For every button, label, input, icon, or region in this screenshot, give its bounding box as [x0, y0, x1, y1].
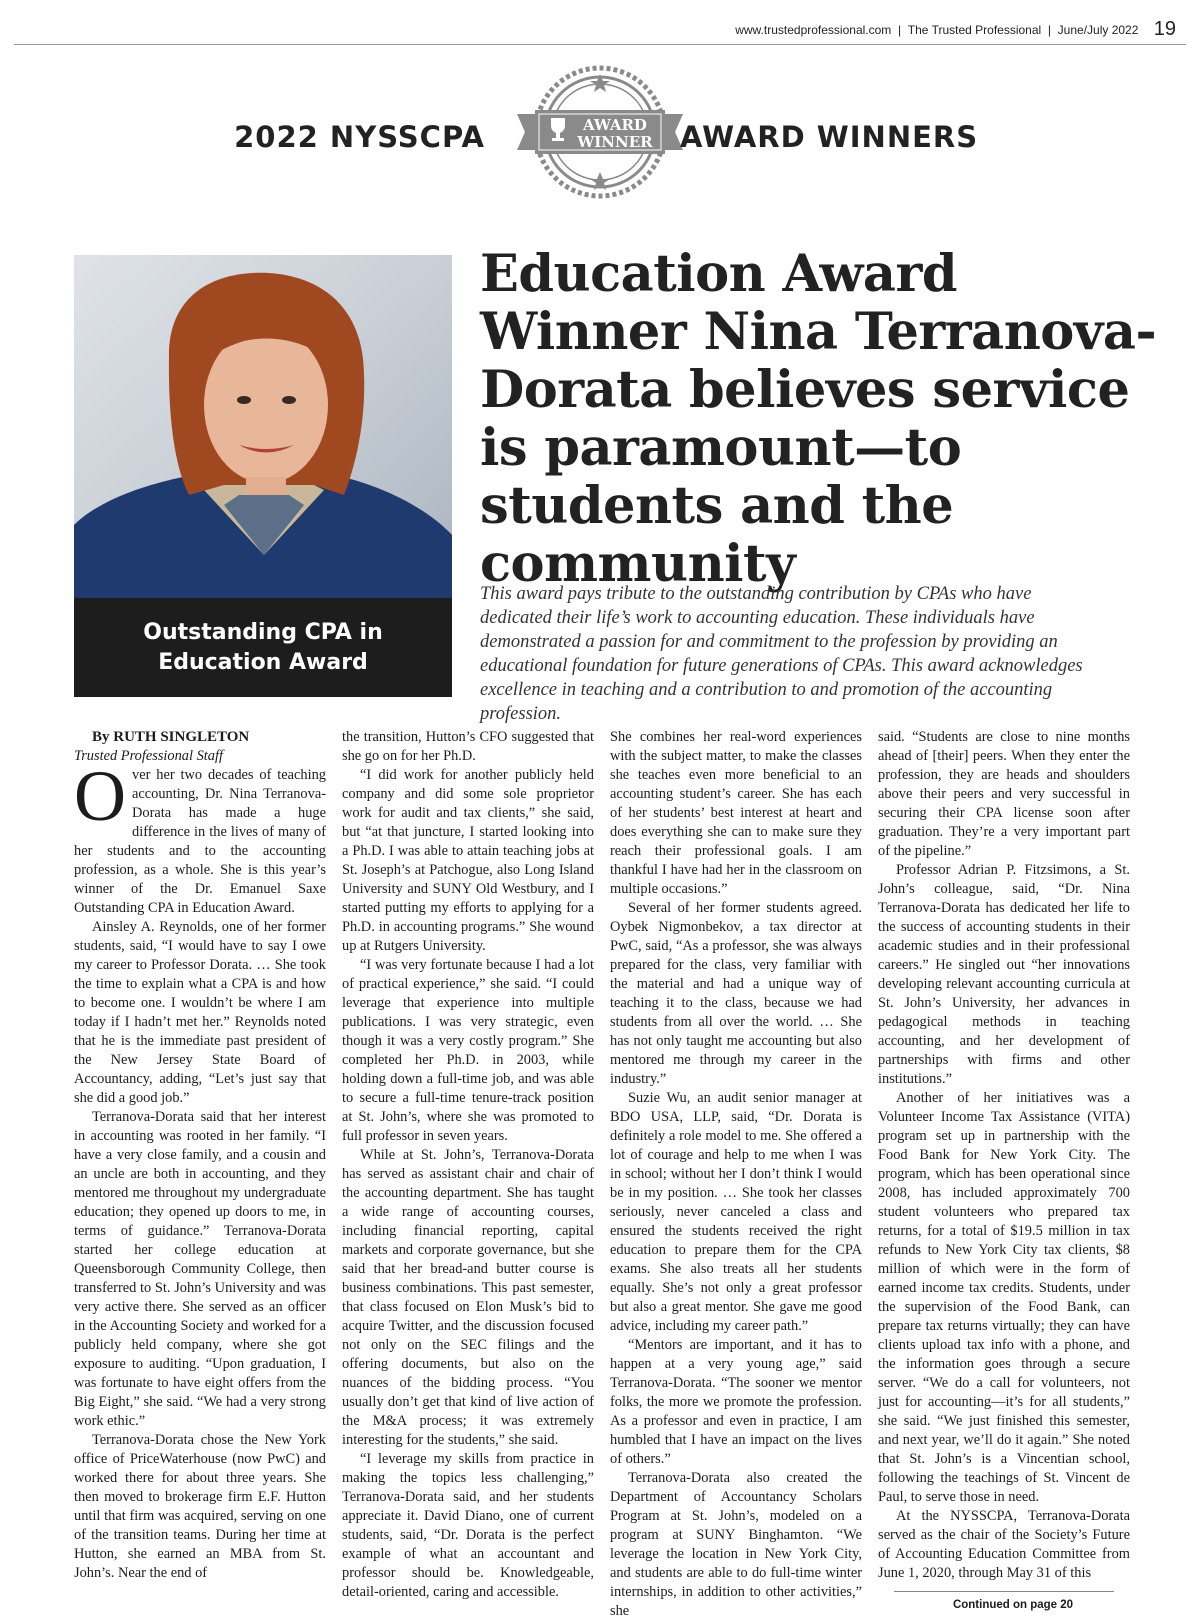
continued-rule	[894, 1591, 1114, 1592]
paragraph: Terranova-Dorata said that her interest in accounting was rooted in her family. “I have a very close family, and a cousin and an uncle are both in accounting, and they mentored me throughout my undergraduate education; they opened up doors to me, in terms of guidance.” Terranova-Dorata started her college education at Queensborough Community College, then transferred to St. John’s University and was very active there. She served as an officer in the Accounting Society and worked for a publicly held company, where she got exposure to auditing. “Upon graduation, I was fortunate to have eight offers from the Big Eight,” she said. “We had a very strong work ethic.”	[74, 1109, 326, 1429]
byline-author: By RUTH SINGLETON	[92, 729, 250, 745]
article-column-2	[342, 728, 594, 1602]
byline-role: Trusted Professional Staff	[74, 748, 223, 764]
paragraph: Another of her initiatives was a Volunteer Income Tax Assistance (VITA) program set up in partnership with the Food Bank for New York City. The program, which has been operational since 2008, has included approximately 700 student volunteers who prepared tax returns, for a total of $19.5 million in tax refunds to New York City tax clients, $8 million of which were in the form of earned income tax credits. Students, under the supervision of the Food Bank, can prepare tax returns virtually; they can have clients upload tax info with a phone, and the information goes through a secure server. “We do a call for volunteers, not just for accounting—it’s for all students,” she said. “We just finished this semester, and next year, we’ll do it again.” She noted that St. John’s is a Vincentian school, following the teachings of St. Vincent de Paul, to serve those in need.	[878, 1090, 1130, 1505]
header-issue: June/July 2022	[1057, 22, 1139, 37]
award-winner-badge-icon	[515, 62, 685, 202]
page-header: www.trustedprofessional.com | The Trusted Professional | June/July 2022 19	[735, 18, 1176, 40]
caption-line1: Outstanding CPA in	[143, 619, 383, 645]
paragraph: She combines her real-word experiences with the subject matter, to make the classes she teaches even more beneficial to an accounting student’s career. She has each of her students’ best interest at heart and does everything she can to make sure they reach their professional goals. I am thankful I have had her in the classroom on multiple occasions.”	[610, 729, 862, 897]
award-banner	[0, 62, 1200, 202]
article-deck: This award pays tribute to the outstanding contribution by CPAs who have dedicated their life’s work to accounting education. These individuals have demonstrated a passion for and commitment to the profession by providing an educational foundation for future generations of CPAs. This award acknowledges excellence in teaching and a contribution to and promotion of the accounting profession.	[480, 584, 1083, 724]
header-rule	[14, 44, 1186, 45]
paragraph: Terranova-Dorata also created the Department of Accountancy Scholars Program at St. John’s, modeled on a program at SUNY Binghamton. “We leverage the location in New York City, and students are able to do full-time winter internships, in addition to other activities,” she	[610, 1470, 862, 1619]
badge-line2: WINNER	[577, 133, 653, 151]
portrait-photo	[74, 255, 452, 598]
paragraph: While at St. John’s, Terranova-Dorata has served as assistant chair and chair of the accounting department. She has taught a wide range of accounting courses, including financial reporting, capital markets and corporate governance, but she said that her bread-and butter course is business combinations. This past semester, that class focused on Elon Musk’s bid to acquire Twitter, and the discussion focused not only on the SEC filings and the offering documents, but also on the nuances of the bidding process. “You usually don’t get that kind of live action of the M&A process; it was extremely interesting for the students,” she said.	[342, 1147, 594, 1448]
paragraph: “I leverage my skills from practice in making the topics less challenging,” Terranova-Dorata said, and her students appreciate it. David Diano, one of current students, said, “Dr. Dorata is the perfect example of what an accountant and professor should be. Knowledgeable, detail-oriented, caring and accessible.	[342, 1451, 594, 1600]
paragraph: “I was very fortunate because I had a lot of practical experience,” she said. “I could leverage that experience into multiple publications. I was very strategic, even though it was a very costly program.” She completed her Ph.D. in 2003, while holding down a full-time job, and was able to secure a full-time tenure-track position at St. John’s, where she was promoted to full professor in seven years.	[342, 957, 594, 1144]
continued-link[interactable]: Continued on page 20	[952, 1599, 1074, 1611]
header-publication: The Trusted Professional	[907, 22, 1042, 37]
article-column-4	[878, 728, 1130, 1615]
paragraph: Ainsley A. Reynolds, one of her former students, said, “I would have to say I owe my career to Professor Dorata. … She took the time to explain what a CPA is and how to become one. I wouldn’t be where I am today if I hadn’t met her.” Reynolds noted that he is the immediate past president of the New Jersey State Board of Accountancy, adding, “Let’s just say that she did a good job.”	[74, 919, 326, 1106]
paragraph: “Mentors are important, and it has to happen at a very young age,” said Terranova-Dorata. “The sooner we mentor folks, the more we promote the profession. As a professor and even in practice, I am humbled that I have an impact on the lives of others.”	[610, 1337, 862, 1467]
paragraph: Terranova-Dorata chose the New York office of PriceWaterhouse (now PwC) and worked there for about three years. She then moved to brokerage firm E.F. Hutton until that firm was acquired, serving on one of the transition teams. During her time at Hutton, she earned an MBA from St. John’s. Near the end of	[74, 1432, 326, 1581]
paragraph: the transition, Hutton’s CFO suggested that she go on for her Ph.D.	[342, 729, 594, 764]
article-column-1	[74, 728, 326, 1583]
banner-left-text: 2022 NYSSCPA	[234, 120, 485, 154]
paragraph: Professor Adrian P. Fitzsimons, a St. John’s colleague, said, “Dr. Nina Terranova-Dorata has dedicated her life to the success of accounting students in their academic studies and in their professional careers.” He singled out “her innovations developing relevant accounting curricula at St. John’s University, her advances in pedagogical methods in teaching accounting, and her development of partnerships with firms and other institutions.”	[878, 862, 1130, 1087]
paragraph: Several of her former students agreed. Oybek Nigmonbekov, a tax director at PwC, said, “As a professor, she was always prepared for the class, very familiar with the material and had a unique way of teaching it to the class, because we had students from all over the world. … She has not only taught me accounting but also mentored me through my career in the industry.”	[610, 900, 862, 1087]
paragraph: “I did work for another publicly held company and did some sole proprietor work for audit and tax clients,” she said, but “at that juncture, I started looking into a Ph.D. I was able to attain teaching jobs at St. Joseph’s at Patchogue, also Long Island University and SUNY Old Westbury, and I started putting my efforts to applying for a Ph.D. in accounting programs.” She wound up at Rutgers University.	[342, 767, 594, 954]
banner-right-text: AWARD WINNERS	[680, 120, 979, 154]
article-headline: Education Award Winner Nina Terranova-Dorata believes service is paramount—to students and the community	[480, 244, 1157, 594]
paragraph: Over her two decades of teaching accounting, Dr. Nina Terranova-Dorata has made a huge difference in the lives of many of her students and to the accounting profession, as a whole. She is this year’s winner of the Dr. Emanuel Saxe Outstanding CPA in Education Award.	[74, 756, 326, 916]
award-caption	[74, 598, 452, 697]
article-column-3	[610, 728, 862, 1621]
paragraph: said. “Students are close to nine months ahead of [their] peers. When they enter the profession, they are heads and shoulders above their peers and very successful in securing their CPA license soon after graduation. They’re a very important part of the pipeline.”	[878, 729, 1130, 859]
paragraph: At the NYSSCPA, Terranova-Dorata served as the chair of the Society’s Future of Accounting Education Committee from June 1, 2020, through May 31 of this	[878, 1508, 1130, 1581]
badge-line1: AWARD	[583, 116, 647, 134]
paragraph: Suzie Wu, an audit senior manager at BDO USA, LLP, said, “Dr. Dorata is definitely a role model to me. She offered a lot of courage and help to me when I was in school; without her I don’t think I would be in my position. … She took her classes seriously, never canceled a class and ensured the students received the right education to prepare them for the CPA exams. She also treats all her students equally. She’s not only a great professor but also a great mentor. She gave me good advice, including my career path.”	[610, 1090, 862, 1334]
header-site: www.trustedprofessional.com	[735, 22, 892, 37]
caption-line2: Education Award	[158, 649, 368, 675]
drop-cap: O	[74, 756, 126, 836]
page-number: 19	[1153, 18, 1176, 40]
portrait-illustration	[74, 255, 452, 598]
